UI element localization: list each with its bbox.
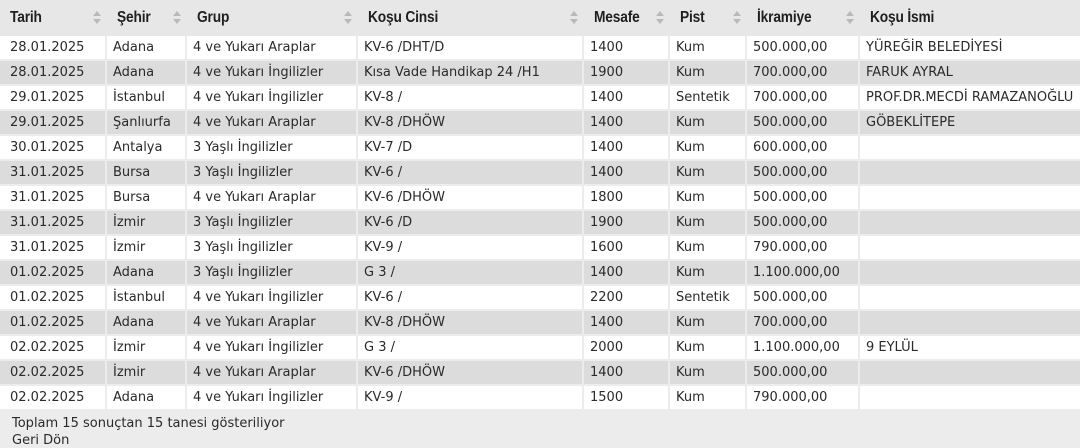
cell-kosu-ismi: PROF.DR.MECDİ RAMAZANOĞLU [860, 86, 1080, 111]
cell-pist: Sentetik [670, 86, 747, 111]
cell-kosu-ismi [860, 186, 1080, 211]
cell-grup: 3 Yaşlı İngilizler [187, 236, 358, 261]
cell-sehir: İzmir [107, 336, 187, 361]
table-row [0, 186, 1080, 211]
column-header-label: İkramiye [757, 9, 812, 26]
cell-sehir: Bursa [107, 186, 187, 211]
cell-pist: Kum [670, 211, 747, 236]
cell-ikramiye: 600.000,00 [747, 136, 860, 161]
column-header-label: Koşu İsmi [870, 9, 935, 26]
sort-down-icon [570, 19, 578, 24]
cell-ikramiye: 700.000,00 [747, 61, 860, 86]
cell-ikramiye: 1.100.000,00 [747, 336, 860, 361]
cell-ikramiye: 500.000,00 [747, 111, 860, 136]
table-row [0, 86, 1080, 111]
cell-kosu-cinsi: G 3 / [358, 261, 584, 286]
cell-ikramiye: 500.000,00 [747, 161, 860, 186]
cell-ikramiye: 500.000,00 [747, 361, 860, 386]
column-header-label: Grup [197, 9, 230, 26]
sort-down-icon [173, 19, 181, 24]
cell-tarih: 31.01.2025 [0, 236, 107, 261]
cell-kosu-ismi: 9 EYLÜL [860, 336, 1080, 361]
cell-sehir: Adana [107, 311, 187, 336]
cell-kosu-ismi: YÜREĞİR BELEDİYESİ [860, 36, 1080, 61]
cell-grup: 3 Yaşlı İngilizler [187, 136, 358, 161]
cell-pist: Kum [670, 361, 747, 386]
cell-grup: 4 ve Yukarı Araplar [187, 36, 358, 61]
cell-kosu-ismi [860, 361, 1080, 386]
column-header-label: Tarih [10, 9, 42, 26]
cell-mesafe: 1800 [584, 186, 670, 211]
cell-tarih: 02.02.2025 [0, 336, 107, 361]
cell-pist: Kum [670, 311, 747, 336]
cell-kosu-ismi [860, 236, 1080, 261]
cell-ikramiye: 700.000,00 [747, 86, 860, 111]
table-row [0, 111, 1080, 136]
column-header-pist[interactable] [670, 0, 747, 36]
sort-arrows-icon[interactable] [733, 11, 741, 25]
cell-ikramiye: 790.000,00 [747, 386, 860, 411]
sort-arrows-icon[interactable] [173, 11, 181, 25]
table-row [0, 136, 1080, 161]
sort-up-icon [733, 11, 741, 16]
cell-tarih: 31.01.2025 [0, 186, 107, 211]
sort-arrows-icon[interactable] [93, 11, 101, 25]
cell-kosu-cinsi: KV-9 / [358, 236, 584, 261]
cell-sehir: Adana [107, 36, 187, 61]
sort-arrows-icon[interactable] [846, 11, 854, 25]
cell-mesafe: 1400 [584, 111, 670, 136]
cell-tarih: 01.02.2025 [0, 286, 107, 311]
table-row [0, 161, 1080, 186]
cell-pist: Kum [670, 386, 747, 411]
cell-sehir: İstanbul [107, 286, 187, 311]
sort-down-icon [344, 19, 352, 24]
column-header-label: Mesafe [594, 9, 640, 26]
cell-sehir: Şanlıurfa [107, 111, 187, 136]
table-row [0, 361, 1080, 386]
cell-grup: 3 Yaşlı İngilizler [187, 161, 358, 186]
table-row [0, 286, 1080, 311]
sort-up-icon [846, 11, 854, 16]
cell-grup: 3 Yaşlı İngilizler [187, 211, 358, 236]
sort-down-icon [656, 19, 664, 24]
cell-sehir: Adana [107, 61, 187, 86]
cell-mesafe: 1400 [584, 36, 670, 61]
cell-kosu-ismi [860, 286, 1080, 311]
sort-arrows-icon[interactable] [656, 11, 664, 25]
cell-tarih: 01.02.2025 [0, 261, 107, 286]
cell-grup: 4 ve Yukarı İngilizler [187, 86, 358, 111]
cell-tarih: 29.01.2025 [0, 86, 107, 111]
cell-kosu-ismi [860, 261, 1080, 286]
column-header-label: Koşu Cinsi [368, 9, 439, 26]
cell-kosu-ismi [860, 136, 1080, 161]
cell-ikramiye: 500.000,00 [747, 36, 860, 61]
column-header-grup[interactable] [187, 0, 358, 36]
column-header-sehir[interactable] [107, 0, 187, 36]
table-row [0, 36, 1080, 61]
sort-up-icon [344, 11, 352, 16]
cell-kosu-cinsi: KV-9 / [358, 386, 584, 411]
cell-grup: 4 ve Yukarı İngilizler [187, 286, 358, 311]
cell-mesafe: 1600 [584, 236, 670, 261]
results-count-info: Toplam 15 sonuçtan 15 tanesi gösteriliyor [12, 416, 285, 431]
cell-tarih: 29.01.2025 [0, 111, 107, 136]
cell-pist: Kum [670, 161, 747, 186]
cell-sehir: İstanbul [107, 86, 187, 111]
cell-mesafe: 1500 [584, 386, 670, 411]
table-row [0, 211, 1080, 236]
cell-kosu-cinsi: KV-8 / [358, 86, 584, 111]
cell-ikramiye: 700.000,00 [747, 311, 860, 336]
table-row [0, 336, 1080, 361]
back-link[interactable]: Geri Dön [12, 433, 70, 448]
header-row [0, 0, 1080, 36]
cell-sehir: İzmir [107, 211, 187, 236]
cell-mesafe: 1400 [584, 261, 670, 286]
cell-ikramiye: 500.000,00 [747, 211, 860, 236]
cell-pist: Kum [670, 136, 747, 161]
cell-sehir: İzmir [107, 236, 187, 261]
cell-mesafe: 2200 [584, 286, 670, 311]
cell-kosu-ismi [860, 386, 1080, 411]
cell-tarih: 02.02.2025 [0, 361, 107, 386]
cell-mesafe: 1900 [584, 211, 670, 236]
cell-mesafe: 2000 [584, 336, 670, 361]
cell-grup: 4 ve Yukarı Araplar [187, 111, 358, 136]
column-header-ikramiye[interactable] [747, 0, 860, 36]
cell-kosu-cinsi: KV-6 /DHÖW [358, 186, 584, 211]
sort-arrows-icon[interactable] [344, 11, 352, 25]
cell-tarih: 28.01.2025 [0, 61, 107, 86]
column-header-kosu-cinsi[interactable] [358, 0, 584, 36]
cell-mesafe: 1400 [584, 161, 670, 186]
sort-down-icon [846, 19, 854, 24]
cell-grup: 4 ve Yukarı İngilizler [187, 386, 358, 411]
cell-kosu-ismi [860, 161, 1080, 186]
cell-kosu-ismi: GÖBEKLİTEPE [860, 111, 1080, 136]
cell-kosu-cinsi: G 3 / [358, 336, 584, 361]
cell-tarih: 30.01.2025 [0, 136, 107, 161]
table-row [0, 236, 1080, 261]
cell-sehir: Adana [107, 261, 187, 286]
cell-kosu-cinsi: KV-8 /DHÖW [358, 111, 584, 136]
cell-pist: Kum [670, 36, 747, 61]
cell-kosu-ismi [860, 311, 1080, 336]
cell-kosu-cinsi: KV-6 / [358, 286, 584, 311]
table-row [0, 311, 1080, 336]
table-row [0, 386, 1080, 411]
sort-up-icon [656, 11, 664, 16]
cell-tarih: 31.01.2025 [0, 211, 107, 236]
cell-pist: Kum [670, 111, 747, 136]
cell-pist: Kum [670, 236, 747, 261]
cell-pist: Kum [670, 336, 747, 361]
sort-down-icon [733, 19, 741, 24]
cell-mesafe: 1400 [584, 86, 670, 111]
cell-pist: Sentetik [670, 286, 747, 311]
table-body [0, 36, 1080, 411]
cell-kosu-cinsi: KV-6 /DHT/D [358, 36, 584, 61]
cell-kosu-cinsi: Kısa Vade Handikap 24 /H1 [358, 61, 584, 86]
cell-ikramiye: 790.000,00 [747, 236, 860, 261]
column-header-kosu-ismi[interactable] [860, 0, 1080, 36]
column-header-label: Şehir [117, 9, 151, 26]
cell-grup: 4 ve Yukarı İngilizler [187, 61, 358, 86]
sort-up-icon [173, 11, 181, 16]
cell-mesafe: 1400 [584, 136, 670, 161]
table-header [0, 0, 1080, 36]
cell-kosu-cinsi: KV-6 /DHÖW [358, 361, 584, 386]
cell-mesafe: 1400 [584, 361, 670, 386]
cell-mesafe: 1400 [584, 311, 670, 336]
sort-arrows-icon[interactable] [570, 11, 578, 25]
cell-kosu-ismi [860, 211, 1080, 236]
cell-pist: Kum [670, 61, 747, 86]
cell-sehir: Adana [107, 386, 187, 411]
cell-grup: 4 ve Yukarı Araplar [187, 186, 358, 211]
column-header-tarih[interactable] [0, 0, 107, 36]
sort-down-icon [93, 19, 101, 24]
cell-kosu-cinsi: KV-6 / [358, 161, 584, 186]
cell-grup: 4 ve Yukarı Araplar [187, 361, 358, 386]
cell-pist: Kum [670, 261, 747, 286]
cell-kosu-cinsi: KV-8 /DHÖW [358, 311, 584, 336]
cell-ikramiye: 1.100.000,00 [747, 261, 860, 286]
cell-ikramiye: 500.000,00 [747, 186, 860, 211]
column-header-mesafe[interactable] [584, 0, 670, 36]
cell-kosu-ismi: FARUK AYRAL [860, 61, 1080, 86]
cell-sehir: Antalya [107, 136, 187, 161]
cell-grup: 3 Yaşlı İngilizler [187, 261, 358, 286]
sort-up-icon [93, 11, 101, 16]
cell-tarih: 31.01.2025 [0, 161, 107, 186]
cell-mesafe: 1900 [584, 61, 670, 86]
table-row [0, 61, 1080, 86]
cell-pist: Kum [670, 186, 747, 211]
cell-tarih: 02.02.2025 [0, 386, 107, 411]
sort-up-icon [570, 11, 578, 16]
cell-sehir: İzmir [107, 361, 187, 386]
cell-tarih: 01.02.2025 [0, 311, 107, 336]
table-row [0, 261, 1080, 286]
cell-grup: 4 ve Yukarı İngilizler [187, 336, 358, 361]
cell-sehir: Bursa [107, 161, 187, 186]
column-header-label: Pist [680, 9, 705, 26]
cell-kosu-cinsi: KV-6 /D [358, 211, 584, 236]
cell-tarih: 28.01.2025 [0, 36, 107, 61]
cell-grup: 4 ve Yukarı Araplar [187, 311, 358, 336]
cell-ikramiye: 500.000,00 [747, 286, 860, 311]
cell-kosu-cinsi: KV-7 /D [358, 136, 584, 161]
